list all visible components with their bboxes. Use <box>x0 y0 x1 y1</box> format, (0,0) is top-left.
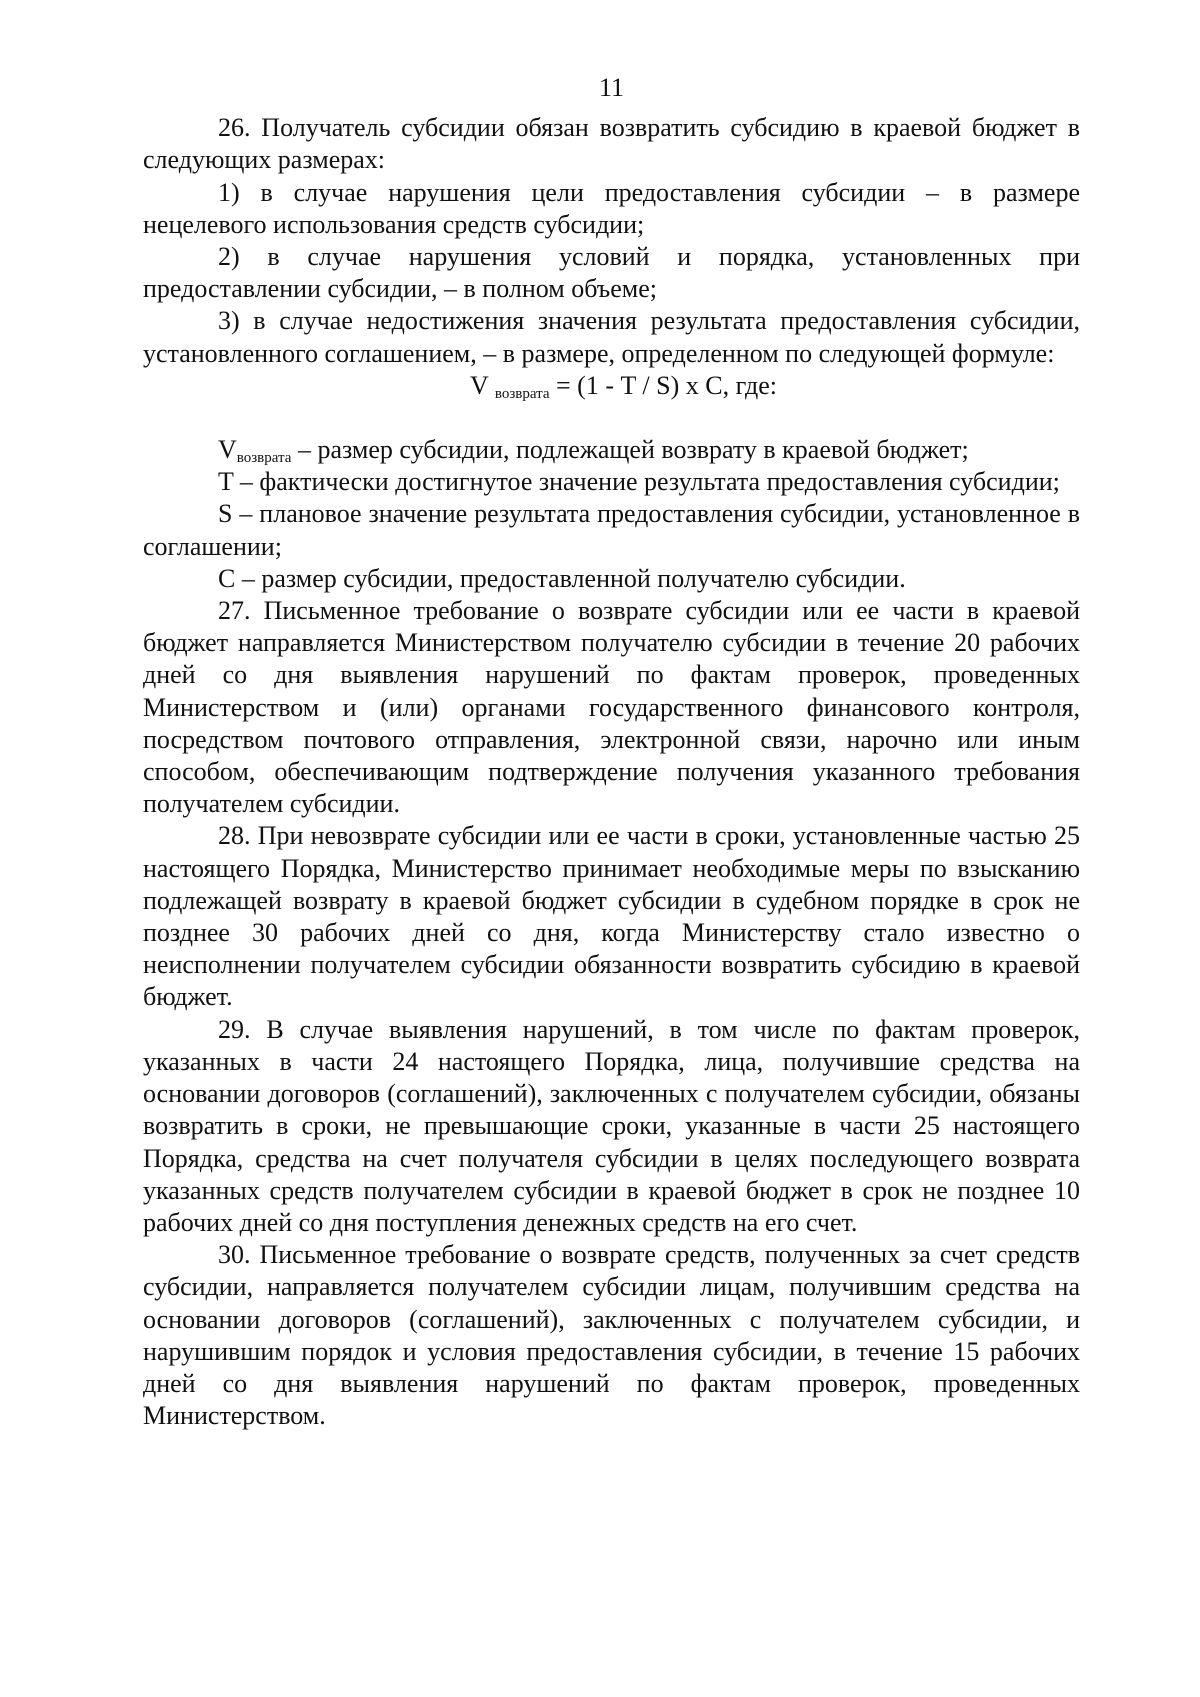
paragraph-26-item-3: 3) в случае недостижения значения результата предоставления субсидии, установленного соглашением, – в размере, определенном по следующей формуле: <box>143 306 1080 368</box>
paragraph-30: 30. Письменное требование о возврате средств, полученных за счет средств субсидии, направляется получателем субсидии лицам, получившим средства на основании договоров (соглашений), заключенных с получателем субсидии, и нарушившим порядок и условия предоставления субсидии, в течение 15 рабочих дней со дня выявления нарушений по фактам проверок, проведенных Министерством. <box>143 1240 1080 1431</box>
paragraph-26-item-2: 2) в случае нарушения условий и порядка, установленных при предоставлении субсидии, – в полном объеме; <box>143 242 1080 304</box>
paragraph-26-item-1: 1) в случае нарушения цели предоставления субсидии – в размере нецелевого использования средств субсидии; <box>143 177 1080 239</box>
definition-v-text: – размер субсидии, подлежащей возврату в краевой бюджет; <box>291 435 969 465</box>
formula-expression: = (1 - T / S) x C, где: <box>549 370 777 400</box>
definition-s: S – плановое значение результата предоставления субсидии, установленное в соглашении; <box>143 499 1080 561</box>
definition-v <box>143 434 1080 466</box>
paragraph-26: 26. Получатель субсидии обязан возвратить субсидию в краевой бюджет в следующих размерах: <box>143 113 1080 175</box>
definition-v-subscript: возврата <box>236 450 292 467</box>
formula-symbol: V <box>470 370 489 400</box>
formula-spacer <box>143 402 1080 434</box>
definition-t: T – фактически достигнутое значение результата предоставления субсидии; <box>218 467 1060 497</box>
definition-v-symbol: V <box>218 435 237 465</box>
definition-c: С – размер субсидии, предоставленной получателю субсидии. <box>218 563 906 593</box>
formula-subscript: возврата <box>494 385 550 402</box>
page-number: 11 <box>598 73 625 102</box>
paragraph-28: 28. При невозврате субсидии или ее части в сроки, установленные частью 25 настоящего Порядка, Министерство принимает необходимые меры по взысканию подлежащей возврату в краевой бюджет субсидии в судебном порядке в срок не позднее 30 рабочих дней со дня, когда Министерству стало известно о неисполнении получателем субсидии обязанности возвратить субсидию в краевой бюджет. <box>143 821 1080 1012</box>
paragraph-27: 27. Письменное требование о возврате субсидии или ее части в краевой бюджет направляется Министерством получателю субсидии в течение 20 рабочих дней со дня выявления нарушений по фактам проверок, проведенных Министерством и (или) органами государственного финансового контроля, посредством почтового отправления, электронной связи, нарочно или иным способом, обеспечивающим подтверждение получения указанного требования получателем субсидии. <box>143 596 1080 819</box>
return-formula <box>143 370 1080 402</box>
paragraph-29: 29. В случае выявления нарушений, в том числе по фактам проверок, указанных в части 24 настоящего Порядка, лица, получившие средства на основании договоров (соглашений), заключенных с получателем субсидии, обязаны возвратить в сроки, не превышающие сроки, указанные в части 25 настоящего Порядка, средства на счет получателя субсидии в целях последующего возврата указанных средств получателем субсидии в краевой бюджет в срок не позднее 10 рабочих дней со дня поступления денежных средств на его счет. <box>143 1014 1080 1237</box>
